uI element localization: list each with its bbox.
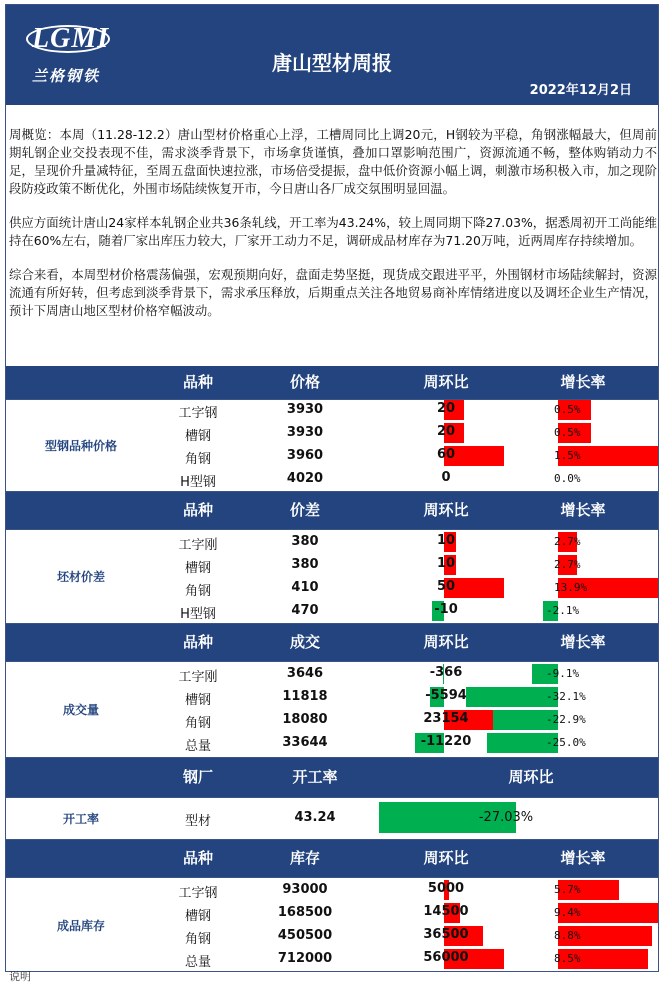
growth-value: 9.4% bbox=[554, 906, 581, 919]
row-value: 450500 bbox=[277, 928, 333, 943]
row-wow bbox=[386, 925, 506, 948]
volume-row bbox=[156, 732, 658, 755]
growth-value: 8.8% bbox=[554, 929, 581, 942]
volume-header-cell: 成交 bbox=[289, 633, 320, 651]
report-header bbox=[6, 5, 658, 105]
row-growth bbox=[508, 948, 658, 971]
row-name: 角钢 bbox=[184, 452, 211, 467]
row-growth bbox=[508, 600, 658, 623]
table-divider bbox=[6, 839, 658, 840]
wow-value: 10 bbox=[436, 556, 456, 571]
row-name: 工字刚 bbox=[178, 538, 218, 553]
wow-value: 36500 bbox=[423, 927, 469, 942]
growth-value: -9.1% bbox=[546, 667, 580, 680]
row-name: 工字钢 bbox=[178, 406, 218, 421]
growth-value: -25.0% bbox=[546, 736, 586, 749]
growth-bar bbox=[466, 687, 558, 707]
price-header-cell: 周环比 bbox=[423, 373, 469, 391]
row-wow bbox=[386, 709, 506, 732]
row-growth bbox=[508, 732, 658, 755]
row-wow bbox=[386, 531, 506, 554]
spread-row bbox=[156, 531, 658, 554]
table-divider bbox=[6, 529, 658, 530]
volume-row bbox=[156, 686, 658, 709]
growth-value: -22.9% bbox=[546, 713, 586, 726]
growth-value: 0.0% bbox=[554, 472, 581, 485]
price-row bbox=[156, 399, 658, 422]
spread-label: 坯材价差 bbox=[56, 570, 105, 584]
inv-row bbox=[156, 879, 658, 902]
wow-value: 56000 bbox=[423, 950, 469, 965]
util-header-cell: 周环比 bbox=[508, 768, 554, 786]
price-header-cell: 增长率 bbox=[560, 373, 606, 391]
price-row bbox=[156, 468, 658, 491]
row-wow bbox=[386, 948, 506, 971]
wow-value: -5594 bbox=[425, 688, 467, 703]
row-wow bbox=[386, 600, 506, 623]
row-name: 角钢 bbox=[184, 932, 211, 947]
util-block bbox=[6, 797, 658, 839]
table-divider bbox=[6, 757, 658, 758]
row-wow bbox=[386, 422, 506, 445]
wow-value: -11220 bbox=[420, 734, 472, 749]
row-value: 3646 bbox=[286, 666, 324, 681]
inv-header-cell: 周环比 bbox=[423, 849, 469, 867]
row-wow bbox=[386, 399, 506, 422]
paragraph-overview: 周概览：本周（11.28-12.2）唐山型材价格重心上浮，工槽周同比上调20元，H钢较为平稳，角钢涨幅最大，但周前期轧钢企业交投表现不佳，需求淡季背景下，市场拿货谨慎，叠加口罩影响范围广，资源流通不畅，整体购销动力不足，呈现价升量减特征，至周五盘面快速拉涨，市场倍受提振，盘中低价资源小幅上调，刺激市场积极入市，加之现阶段防疫政策不断优化，外围市场陆续恢复开市，今日唐山各厂成交氛围明显回温。 bbox=[9, 127, 657, 196]
price-header-cell: 价格 bbox=[289, 373, 320, 391]
wow-value: 0 bbox=[441, 470, 451, 485]
row-growth bbox=[508, 879, 658, 902]
wow-value: 20 bbox=[436, 401, 456, 416]
row-name: 角钢 bbox=[184, 584, 211, 599]
growth-value: -32.1% bbox=[546, 690, 586, 703]
footnote: 说明 bbox=[9, 970, 31, 983]
row-name: 工字刚 bbox=[178, 670, 218, 685]
growth-value: -2.1% bbox=[546, 604, 580, 617]
inv-row bbox=[156, 902, 658, 925]
row-value: 3960 bbox=[286, 448, 324, 463]
util-wow-value: -27.03% bbox=[478, 810, 534, 825]
summary-text bbox=[9, 126, 657, 336]
growth-value: 8.5% bbox=[554, 952, 581, 965]
volume-label: 成交量 bbox=[62, 703, 99, 717]
logo-company-name: 兰格钢铁 bbox=[32, 67, 101, 85]
row-value: 3930 bbox=[286, 402, 324, 417]
spread-header-cell: 增长率 bbox=[560, 501, 606, 519]
logo-mark: LGMI bbox=[32, 23, 110, 54]
wow-value: 20 bbox=[436, 424, 456, 439]
price-row bbox=[156, 445, 658, 468]
wow-value: 10 bbox=[436, 533, 456, 548]
inv-row bbox=[156, 948, 658, 971]
spread-row bbox=[156, 554, 658, 577]
wow-value: 5000 bbox=[427, 881, 465, 896]
report-title: 唐山型材周报 bbox=[272, 51, 392, 75]
row-value: 410 bbox=[291, 580, 319, 595]
util-header-cell: 钢厂 bbox=[182, 768, 213, 786]
row-growth bbox=[508, 531, 658, 554]
spread-header-cell: 周环比 bbox=[423, 501, 469, 519]
inv-block bbox=[6, 877, 658, 973]
report-date: 2022年12月2日 bbox=[529, 83, 632, 98]
row-name: 槽钢 bbox=[184, 561, 211, 576]
price-label: 型钢品种价格 bbox=[44, 439, 117, 453]
row-growth bbox=[508, 709, 658, 732]
volume-header-cell: 增长率 bbox=[560, 633, 606, 651]
wow-value: -10 bbox=[434, 602, 458, 617]
table-divider bbox=[6, 399, 658, 400]
inv-row bbox=[156, 925, 658, 948]
volume-block bbox=[6, 661, 658, 757]
row-growth bbox=[508, 577, 658, 600]
row-growth bbox=[508, 422, 658, 445]
row-growth bbox=[508, 686, 658, 709]
row-growth bbox=[508, 468, 658, 491]
wow-value: -366 bbox=[429, 665, 463, 680]
volume-row bbox=[156, 709, 658, 732]
row-name: 槽钢 bbox=[184, 693, 211, 708]
row-wow bbox=[386, 879, 506, 902]
price-header bbox=[6, 366, 658, 399]
growth-value: 2.7% bbox=[554, 558, 581, 571]
table-divider bbox=[6, 623, 658, 624]
row-growth bbox=[508, 925, 658, 948]
table-divider bbox=[6, 797, 658, 798]
volume-row bbox=[156, 663, 658, 686]
wow-value: 14500 bbox=[423, 904, 469, 919]
inv-header-cell: 库存 bbox=[289, 849, 320, 867]
spread-block bbox=[6, 529, 658, 623]
row-value: 11818 bbox=[282, 689, 328, 704]
paragraph-supply: 供应方面统计唐山24家样本轧钢企业共36条轧线，开工率为43.24%，较上周同期下降27.03%，据悉周初开工尚能维持在60%左右，随着厂家出库压力较大，厂家开工动力不足，调研成品材库存为71.20万吨，近两周库存持续增加。 bbox=[9, 215, 657, 248]
price-header-cell: 品种 bbox=[182, 373, 213, 391]
paragraph-outlook: 综合来看，本周型材价格震荡偏强，宏观预期向好，盘面走势坚挺，现货成交跟进平平，外围钢材市场陆续解封，资源流通有所好转，但考虑到淡季背景下，需求承压释放，后期重点关注各地贸易商补库情绪进度以及调坯企业生产情况，预计下周唐山地区型材价格窄幅波动。 bbox=[9, 267, 657, 318]
util-header-cell: 开工率 bbox=[292, 768, 338, 786]
row-growth bbox=[508, 445, 658, 468]
spread-header-cell: 品种 bbox=[182, 501, 213, 519]
inv-header bbox=[6, 839, 658, 877]
growth-value: 2.7% bbox=[554, 535, 581, 548]
growth-value: 5.7% bbox=[554, 883, 581, 896]
table-divider bbox=[6, 877, 658, 878]
volume-header-cell: 周环比 bbox=[423, 633, 469, 651]
row-value: 3930 bbox=[286, 425, 324, 440]
spread-row bbox=[156, 600, 658, 623]
volume-header-cell: 品种 bbox=[182, 633, 213, 651]
spread-header bbox=[6, 491, 658, 529]
row-value: 33644 bbox=[282, 735, 328, 750]
growth-value: 1.5% bbox=[554, 449, 581, 462]
wow-value: 23154 bbox=[423, 711, 469, 726]
row-name: 总量 bbox=[184, 955, 211, 970]
row-value: 712000 bbox=[277, 951, 333, 966]
row-value: 470 bbox=[291, 603, 319, 618]
row-wow bbox=[386, 554, 506, 577]
util-header bbox=[6, 757, 658, 797]
price-row bbox=[156, 422, 658, 445]
row-growth bbox=[508, 399, 658, 422]
row-value: 380 bbox=[291, 557, 319, 572]
row-growth bbox=[508, 554, 658, 577]
wow-value: 60 bbox=[436, 447, 456, 462]
util-value: 43.24 bbox=[294, 810, 336, 825]
row-value: 4020 bbox=[286, 471, 324, 486]
price-block bbox=[6, 399, 658, 491]
util-name: 型材 bbox=[184, 814, 211, 829]
row-value: 168500 bbox=[277, 905, 333, 920]
report-page bbox=[5, 4, 659, 983]
row-wow bbox=[386, 445, 506, 468]
row-name: 槽钢 bbox=[184, 429, 211, 444]
table-divider bbox=[6, 491, 658, 492]
row-value: 380 bbox=[291, 534, 319, 549]
table-divider bbox=[6, 661, 658, 662]
wow-value: 50 bbox=[436, 579, 456, 594]
util-label: 开工率 bbox=[62, 812, 99, 826]
row-name: 角钢 bbox=[184, 716, 211, 731]
row-name: H型钢 bbox=[180, 475, 216, 490]
row-growth bbox=[508, 663, 658, 686]
inv-header-cell: 品种 bbox=[182, 849, 213, 867]
growth-value: 0.5% bbox=[554, 403, 581, 416]
spread-header-cell: 价差 bbox=[289, 501, 320, 519]
row-wow bbox=[386, 468, 506, 491]
row-wow bbox=[386, 577, 506, 600]
row-name: 槽钢 bbox=[184, 909, 211, 924]
growth-value: 13.9% bbox=[554, 581, 588, 594]
row-name: 工字钢 bbox=[178, 886, 218, 901]
row-wow bbox=[386, 902, 506, 925]
spread-row bbox=[156, 577, 658, 600]
volume-header bbox=[6, 623, 658, 661]
inv-header-cell: 增长率 bbox=[560, 849, 606, 867]
row-name: H型钢 bbox=[180, 607, 216, 622]
row-value: 18080 bbox=[282, 712, 328, 727]
row-wow bbox=[386, 663, 506, 686]
row-value: 93000 bbox=[282, 882, 328, 897]
row-name: 总量 bbox=[184, 739, 211, 754]
row-growth bbox=[508, 902, 658, 925]
growth-value: 0.5% bbox=[554, 426, 581, 439]
inv-label: 成品库存 bbox=[56, 919, 105, 933]
